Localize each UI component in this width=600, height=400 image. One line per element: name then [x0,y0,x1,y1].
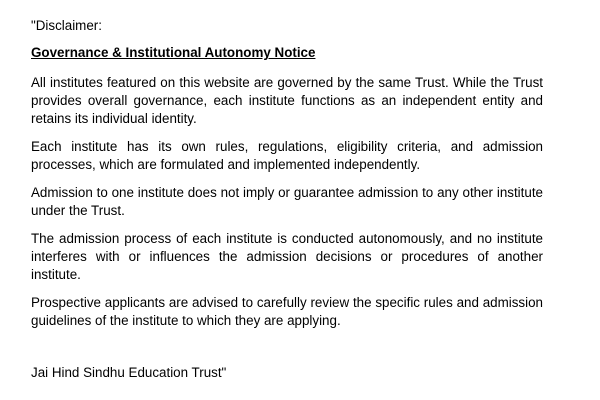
paragraph-own-rules: Each institute has its own rules, regulations, eligibility criteria, and admission processes, which are formulated and implemented independently. [31,139,543,172]
paragraph-shared-trust: All institutes featured on this website are governed by the same Trust. While the Trust provides overall governance, each institute functions as an independent entity and retains its individual identity. [31,75,543,126]
trust-signature: Jai Hind Sindhu Education Trust" [31,365,227,380]
notice-heading: Governance & Institutional Autonomy Notice [31,45,316,60]
paragraph-autonomous-process: The admission process of each institute is conducted autonomously, and no institute interferes with or influences the admission decisions or procedures of another institute. [31,231,543,282]
disclaimer-opening: "Disclaimer: [31,18,102,33]
paragraph-applicant-advice: Prospective applicants are advised to carefully review the specific rules and admission guidelines of the institute to which they are applying. [31,295,543,328]
paragraph-admission-not-guaranteed: Admission to one institute does not imply or guarantee admission to any other institute under the Trust. [31,185,543,218]
